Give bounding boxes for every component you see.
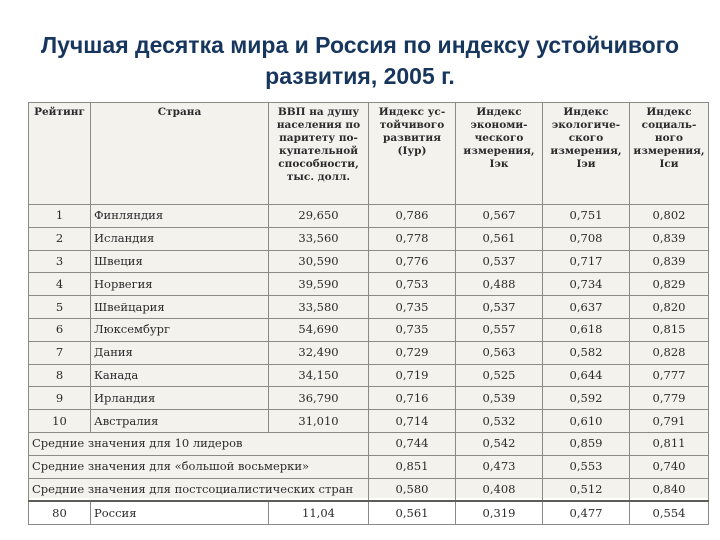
cell-ieco: 0,557: [456, 318, 543, 341]
cell-isoc: 0,777: [630, 364, 709, 387]
cell-country: Канада: [91, 364, 269, 387]
cell-gdp: 30,590: [269, 250, 369, 273]
cell-rank: 80: [29, 501, 91, 524]
cell-iur: 0,714: [369, 410, 456, 433]
cell-ieco: 0,563: [456, 341, 543, 364]
cell-isoc: 0,840: [630, 478, 709, 501]
cell-gdp: 31,010: [269, 410, 369, 433]
average-label: Средние значения для постсоциалистических стран: [29, 478, 369, 501]
cell-isoc: 0,829: [630, 273, 709, 296]
cell-gdp: 33,580: [269, 296, 369, 319]
cell-country: Финляндия: [91, 205, 269, 228]
cell-ieco: 0,408: [456, 478, 543, 501]
cell-iecol: 0,582: [543, 341, 630, 364]
cell-rank: 6: [29, 318, 91, 341]
cell-iur: 0,778: [369, 227, 456, 250]
cell-isoc: 0,802: [630, 205, 709, 228]
table-row: [29, 296, 709, 319]
cell-iur: 0,786: [369, 205, 456, 228]
cell-ieco: 0,537: [456, 250, 543, 273]
header-row: [29, 103, 709, 205]
cell-country: Люксембург: [91, 318, 269, 341]
cell-iecol: 0,734: [543, 273, 630, 296]
cell-rank: 7: [29, 341, 91, 364]
cell-gdp: 34,150: [269, 364, 369, 387]
header-iecol: Индекс экологиче-ского измерения, Iэи: [543, 103, 630, 205]
cell-iur: 0,851: [369, 455, 456, 478]
cell-rank: 2: [29, 227, 91, 250]
cell-isoc: 0,740: [630, 455, 709, 478]
cell-gdp: 36,790: [269, 387, 369, 410]
cell-iecol: 0,618: [543, 318, 630, 341]
cell-ieco: 0,561: [456, 227, 543, 250]
cell-rank: 5: [29, 296, 91, 319]
cell-ieco: 0,525: [456, 364, 543, 387]
average-row: [29, 478, 709, 501]
cell-gdp: 54,690: [269, 318, 369, 341]
cell-country: Австралия: [91, 410, 269, 433]
cell-gdp: 33,560: [269, 227, 369, 250]
russia-row: [29, 501, 709, 524]
sustainability-ranking-table: [28, 102, 709, 525]
scanned-table-image: [28, 102, 708, 520]
cell-ieco: 0,488: [456, 273, 543, 296]
cell-ieco: 0,567: [456, 205, 543, 228]
cell-country: Дания: [91, 341, 269, 364]
cell-ieco: 0,542: [456, 432, 543, 455]
table-row: [29, 273, 709, 296]
cell-ieco: 0,539: [456, 387, 543, 410]
header-ieco: Индекс экономи-ческого измерения, Iэк: [456, 103, 543, 205]
table-row: [29, 227, 709, 250]
cell-gdp: 11,04: [269, 501, 369, 524]
header-rank: Рейтинг: [29, 103, 91, 205]
cell-iur: 0,580: [369, 478, 456, 501]
table-row: [29, 250, 709, 273]
cell-country: Швеция: [91, 250, 269, 273]
cell-rank: 1: [29, 205, 91, 228]
cell-iur: 0,561: [369, 501, 456, 524]
cell-isoc: 0,791: [630, 410, 709, 433]
average-row: [29, 432, 709, 455]
cell-isoc: 0,815: [630, 318, 709, 341]
table-row: [29, 341, 709, 364]
cell-isoc: 0,828: [630, 341, 709, 364]
cell-country: Исландия: [91, 227, 269, 250]
cell-iecol: 0,717: [543, 250, 630, 273]
cell-ieco: 0,532: [456, 410, 543, 433]
table-row: [29, 364, 709, 387]
average-label: Средние значения для 10 лидеров: [29, 432, 369, 455]
cell-iecol: 0,644: [543, 364, 630, 387]
cell-iecol: 0,751: [543, 205, 630, 228]
cell-iur: 0,729: [369, 341, 456, 364]
header-country: Страна: [91, 103, 269, 205]
cell-country: Ирландия: [91, 387, 269, 410]
cell-rank: 4: [29, 273, 91, 296]
cell-isoc: 0,820: [630, 296, 709, 319]
cell-ieco: 0,319: [456, 501, 543, 524]
cell-iur: 0,744: [369, 432, 456, 455]
cell-iecol: 0,708: [543, 227, 630, 250]
cell-isoc: 0,811: [630, 432, 709, 455]
cell-rank: 10: [29, 410, 91, 433]
cell-ieco: 0,473: [456, 455, 543, 478]
cell-iecol: 0,859: [543, 432, 630, 455]
table-row: [29, 318, 709, 341]
cell-iur: 0,716: [369, 387, 456, 410]
cell-iur: 0,735: [369, 318, 456, 341]
table-row: [29, 205, 709, 228]
cell-isoc: 0,839: [630, 250, 709, 273]
cell-iecol: 0,553: [543, 455, 630, 478]
cell-rank: 9: [29, 387, 91, 410]
cell-ieco: 0,537: [456, 296, 543, 319]
cell-iur: 0,719: [369, 364, 456, 387]
cell-iecol: 0,512: [543, 478, 630, 501]
header-isoc: Индекс социаль-ного измерения, Iси: [630, 103, 709, 205]
cell-country: Швейцария: [91, 296, 269, 319]
cell-iur: 0,753: [369, 273, 456, 296]
header-gdp: ВВП на душу населения по паритету по-купательной способности, тыс. долл.: [269, 103, 369, 205]
cell-iur: 0,735: [369, 296, 456, 319]
cell-gdp: 29,650: [269, 205, 369, 228]
cell-gdp: 39,590: [269, 273, 369, 296]
cell-isoc: 0,779: [630, 387, 709, 410]
cell-iur: 0,776: [369, 250, 456, 273]
cell-rank: 3: [29, 250, 91, 273]
table-row: [29, 387, 709, 410]
cell-iecol: 0,637: [543, 296, 630, 319]
header-iur: Индекс ус-тойчивого развития (Iур): [369, 103, 456, 205]
slide-title: Лучшая десятка мира и Россия по индексу устойчивого развития, 2005 г.: [40, 32, 680, 89]
cell-country: Россия: [91, 501, 269, 524]
cell-iecol: 0,610: [543, 410, 630, 433]
average-label: Средние значения для «большой восьмерки»: [29, 455, 369, 478]
table-row: [29, 410, 709, 433]
cell-rank: 8: [29, 364, 91, 387]
cell-gdp: 32,490: [269, 341, 369, 364]
cell-isoc: 0,554: [630, 501, 709, 524]
cell-iecol: 0,477: [543, 501, 630, 524]
cell-iecol: 0,592: [543, 387, 630, 410]
cell-isoc: 0,839: [630, 227, 709, 250]
cell-country: Норвегия: [91, 273, 269, 296]
average-row: [29, 455, 709, 478]
